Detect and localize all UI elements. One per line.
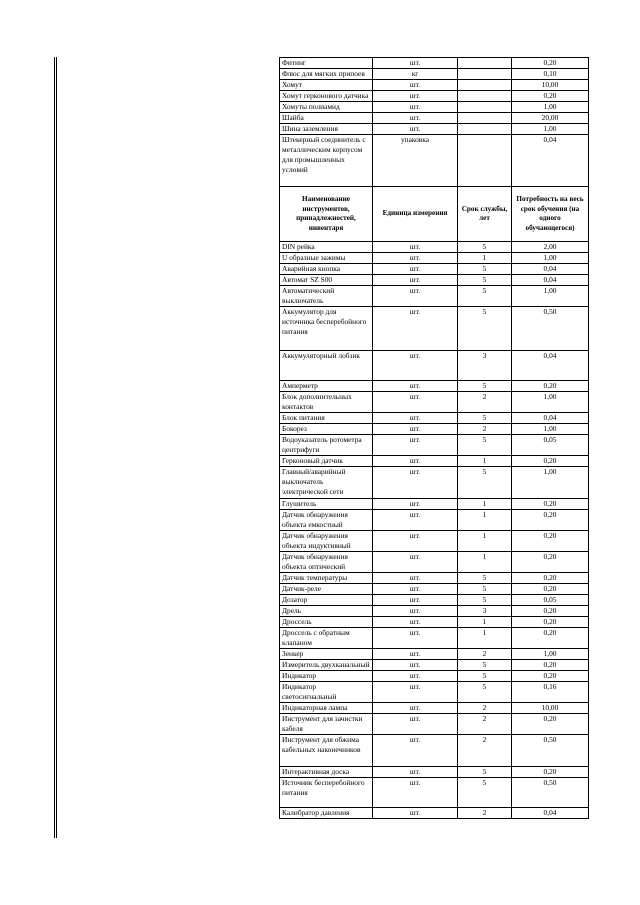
header-qty: Потребность на весь срок обучения (на одного обучающегося) [512, 187, 589, 242]
table-row [280, 735, 589, 767]
cell-name: Дроссель с обратным клапаном [280, 628, 373, 649]
cell-life: 1 [458, 552, 512, 573]
cell-name: Датчик обнаружения объекта емкостный [280, 510, 373, 531]
cell-life [458, 80, 512, 91]
cell-name: Хомут герконового датчика [280, 91, 373, 102]
table-row [280, 552, 589, 573]
cell-unit: шт. [373, 531, 458, 552]
cell-life: 2 [458, 392, 512, 413]
table-row [280, 456, 589, 467]
table-row [280, 80, 589, 91]
table-row [280, 91, 589, 102]
table-row [280, 351, 589, 381]
cell-life: 1 [458, 499, 512, 510]
cell-unit: шт. [373, 80, 458, 91]
cell-name: Зенкер [280, 649, 373, 660]
cell-name: Инструмент для обжима кабельных наконечников [280, 735, 373, 767]
cell-life: 5 [458, 242, 512, 253]
table-row [280, 682, 589, 703]
cell-qty: 10,00 [512, 80, 589, 91]
cell-unit: шт. [373, 735, 458, 767]
cell-unit: шт. [373, 617, 458, 628]
cell-qty: 1,00 [512, 424, 589, 435]
cell-unit: шт. [373, 778, 458, 808]
cell-qty: 1,00 [512, 102, 589, 113]
cell-qty: 1,00 [512, 253, 589, 264]
cell-life: 1 [458, 253, 512, 264]
cell-qty: 0,20 [512, 510, 589, 531]
cell-qty: 0,20 [512, 767, 589, 778]
cell-name: Индикатор [280, 671, 373, 682]
cell-name: Дозатор [280, 595, 373, 606]
cell-life: 5 [458, 275, 512, 286]
cell-unit: шт. [373, 264, 458, 275]
cell-life: 1 [458, 456, 512, 467]
cell-qty: 0,20 [512, 584, 589, 595]
table-row [280, 102, 589, 113]
cell-unit: шт. [373, 58, 458, 69]
table-row [280, 264, 589, 275]
cell-qty: 0,20 [512, 660, 589, 671]
table-row [280, 286, 589, 307]
cell-life: 3 [458, 351, 512, 381]
cell-qty: 0,04 [512, 351, 589, 381]
table-row [280, 135, 589, 187]
cell-name: Глушитель [280, 499, 373, 510]
cell-qty: 0,16 [512, 682, 589, 703]
cell-qty: 1,00 [512, 649, 589, 660]
cell-unit: шт. [373, 307, 458, 351]
table-row [280, 617, 589, 628]
cell-name: Бокорез [280, 424, 373, 435]
table-row [280, 606, 589, 617]
cell-life: 5 [458, 767, 512, 778]
table-row [280, 499, 589, 510]
table-row [280, 275, 589, 286]
cell-unit: шт. [373, 113, 458, 124]
cell-name: Дроссель [280, 617, 373, 628]
cell-life: 5 [458, 413, 512, 424]
header-life: Срок службы, лет [458, 187, 512, 242]
left-margin-line-1 [54, 57, 55, 838]
cell-qty: 1,00 [512, 392, 589, 413]
cell-life: 2 [458, 649, 512, 660]
table-header-row [280, 187, 589, 242]
cell-qty: 0,04 [512, 275, 589, 286]
cell-name: Автоматический выключатель [280, 286, 373, 307]
cell-name: Амперметр [280, 381, 373, 392]
cell-unit: шт. [373, 351, 458, 381]
cell-name: Штекерный соединитель с металлическим корпусом для промышленных условий [280, 135, 373, 187]
cell-name: Источник бесперебойного питания [280, 778, 373, 808]
table-row [280, 424, 589, 435]
cell-unit: шт. [373, 552, 458, 573]
cell-name: Флюс для мягких припоев [280, 69, 373, 80]
cell-unit: шт. [373, 714, 458, 735]
cell-life: 5 [458, 573, 512, 584]
cell-name: Шайба [280, 113, 373, 124]
table-row [280, 413, 589, 424]
cell-unit: шт. [373, 649, 458, 660]
cell-name: Фитинг [280, 58, 373, 69]
cell-qty: 1,00 [512, 467, 589, 499]
cell-name: Датчик температуры [280, 573, 373, 584]
cell-name: Дрель [280, 606, 373, 617]
table-row [280, 253, 589, 264]
table-row [280, 531, 589, 552]
cell-unit: шт. [373, 660, 458, 671]
cell-name: Аккумуляторный лобзик [280, 351, 373, 381]
cell-life: 5 [458, 660, 512, 671]
cell-unit: шт. [373, 124, 458, 135]
cell-life [458, 102, 512, 113]
cell-qty: 0,04 [512, 264, 589, 275]
cell-name: Интерактивная доска [280, 767, 373, 778]
cell-unit: шт. [373, 767, 458, 778]
cell-name: Водоуказатель ротометра центрифуги [280, 435, 373, 456]
table-row [280, 510, 589, 531]
cell-qty: 0,20 [512, 456, 589, 467]
cell-qty: 2,00 [512, 242, 589, 253]
table-row [280, 767, 589, 778]
cell-life [458, 58, 512, 69]
cell-life: 2 [458, 735, 512, 767]
cell-unit: шт. [373, 242, 458, 253]
cell-life [458, 124, 512, 135]
cell-unit: шт. [373, 808, 458, 819]
cell-name: Герконовый датчик [280, 456, 373, 467]
cell-life: 5 [458, 307, 512, 351]
table-row [280, 573, 589, 584]
cell-life: 5 [458, 264, 512, 275]
cell-qty: 0,20 [512, 573, 589, 584]
cell-life: 2 [458, 714, 512, 735]
cell-unit: шт. [373, 606, 458, 617]
cell-life: 2 [458, 808, 512, 819]
cell-life: 5 [458, 381, 512, 392]
cell-name: Датчик-реле [280, 584, 373, 595]
cell-unit: шт. [373, 499, 458, 510]
cell-unit: шт. [373, 573, 458, 584]
cell-name: DIN рейка [280, 242, 373, 253]
cell-qty: 0,50 [512, 735, 589, 767]
cell-name: Блок дополнительных контактов [280, 392, 373, 413]
table-row [280, 703, 589, 714]
cell-life: 3 [458, 606, 512, 617]
cell-name: Аварийная кнопка [280, 264, 373, 275]
table-row [280, 69, 589, 80]
cell-qty: 10,00 [512, 703, 589, 714]
cell-qty: 0,05 [512, 595, 589, 606]
table-row [280, 671, 589, 682]
cell-qty: 0,10 [512, 69, 589, 80]
left-margin-line-2 [56, 57, 57, 838]
cell-life: 5 [458, 435, 512, 456]
table-row [280, 808, 589, 819]
cell-qty: 0,20 [512, 91, 589, 102]
cell-qty: 0,20 [512, 552, 589, 573]
table-row [280, 467, 589, 499]
table-row [280, 242, 589, 253]
cell-life: 1 [458, 531, 512, 552]
table-header-section [280, 187, 589, 242]
cell-qty: 0,20 [512, 58, 589, 69]
cell-qty: 0,05 [512, 435, 589, 456]
cell-life: 5 [458, 595, 512, 606]
cell-life: 2 [458, 424, 512, 435]
cell-name: Датчик обнаружения объекта индуктивный [280, 531, 373, 552]
cell-unit: кг [373, 69, 458, 80]
cell-life: 2 [458, 703, 512, 714]
cell-qty: 0,04 [512, 808, 589, 819]
cell-name: Измеритель двухканальный [280, 660, 373, 671]
cell-unit: шт. [373, 91, 458, 102]
cell-qty: 0,20 [512, 617, 589, 628]
cell-qty: 20,00 [512, 113, 589, 124]
cell-unit: шт. [373, 510, 458, 531]
cell-qty: 0,20 [512, 531, 589, 552]
cell-qty: 0,04 [512, 413, 589, 424]
cell-name: Блок питания [280, 413, 373, 424]
cell-unit: шт. [373, 584, 458, 595]
cell-name: Хомут [280, 80, 373, 91]
cell-name: Индикаторная лампа [280, 703, 373, 714]
cell-life: 5 [458, 671, 512, 682]
table-row [280, 392, 589, 413]
cell-qty: 0,04 [512, 135, 589, 187]
cell-name: Датчик обнаружения объекта оптический [280, 552, 373, 573]
cell-name: Инструмент для зачистки кабеля [280, 714, 373, 735]
tools-section [280, 242, 589, 819]
cell-qty: 1,00 [512, 286, 589, 307]
table-row [280, 584, 589, 595]
cell-name: Шина заземления [280, 124, 373, 135]
cell-name: Автомат SZ S00 [280, 275, 373, 286]
table-row [280, 778, 589, 808]
cell-name: Главный/аварийный выключатель электрической сети [280, 467, 373, 499]
cell-life: 1 [458, 628, 512, 649]
cell-life: 1 [458, 510, 512, 531]
cell-qty: 1,00 [512, 124, 589, 135]
cell-life: 5 [458, 682, 512, 703]
table-row [280, 628, 589, 649]
cell-qty: 0,20 [512, 606, 589, 617]
cell-qty: 0,20 [512, 499, 589, 510]
table-row [280, 660, 589, 671]
cell-life [458, 135, 512, 187]
cell-life: 5 [458, 778, 512, 808]
cell-unit: шт. [373, 671, 458, 682]
cell-qty: 0,50 [512, 307, 589, 351]
table-row [280, 435, 589, 456]
cell-life: 5 [458, 467, 512, 499]
cell-life: 1 [458, 617, 512, 628]
cell-unit: шт. [373, 286, 458, 307]
cell-unit: шт. [373, 392, 458, 413]
cell-qty: 0,50 [512, 778, 589, 808]
cell-unit: шт. [373, 703, 458, 714]
cell-unit: шт. [373, 628, 458, 649]
header-name: Наименование инструментов, принадлежностей, инвентаря [280, 187, 373, 242]
cell-life [458, 91, 512, 102]
table-row [280, 58, 589, 69]
table-row [280, 381, 589, 392]
cell-unit: шт. [373, 253, 458, 264]
cell-qty: 0,20 [512, 671, 589, 682]
table-row [280, 307, 589, 351]
cell-unit: шт. [373, 275, 458, 286]
cell-unit: шт. [373, 467, 458, 499]
cell-life [458, 113, 512, 124]
consumables-section [280, 58, 589, 187]
cell-unit: шт. [373, 424, 458, 435]
equipment-table [279, 57, 589, 819]
table-row [280, 595, 589, 606]
table-row [280, 649, 589, 660]
cell-life [458, 69, 512, 80]
cell-unit: шт. [373, 456, 458, 467]
table-row [280, 714, 589, 735]
cell-life: 5 [458, 584, 512, 595]
cell-name: Аккумулятор для источника бесперебойного питания [280, 307, 373, 351]
cell-name: Хомуты полиамид [280, 102, 373, 113]
cell-name: Калибратор давления [280, 808, 373, 819]
cell-unit: шт. [373, 413, 458, 424]
cell-name: U образные зажимы [280, 253, 373, 264]
cell-name: Индикатор светосигнальный [280, 682, 373, 703]
table-row [280, 113, 589, 124]
cell-life: 5 [458, 286, 512, 307]
cell-unit: шт. [373, 595, 458, 606]
cell-qty: 0,20 [512, 381, 589, 392]
cell-unit: шт. [373, 435, 458, 456]
table-row [280, 124, 589, 135]
cell-unit: шт. [373, 381, 458, 392]
cell-unit: упаковка [373, 135, 458, 187]
cell-qty: 0,20 [512, 714, 589, 735]
cell-unit: шт. [373, 682, 458, 703]
cell-unit: шт. [373, 102, 458, 113]
header-unit: Единица измерения [373, 187, 458, 242]
cell-qty: 0,20 [512, 628, 589, 649]
